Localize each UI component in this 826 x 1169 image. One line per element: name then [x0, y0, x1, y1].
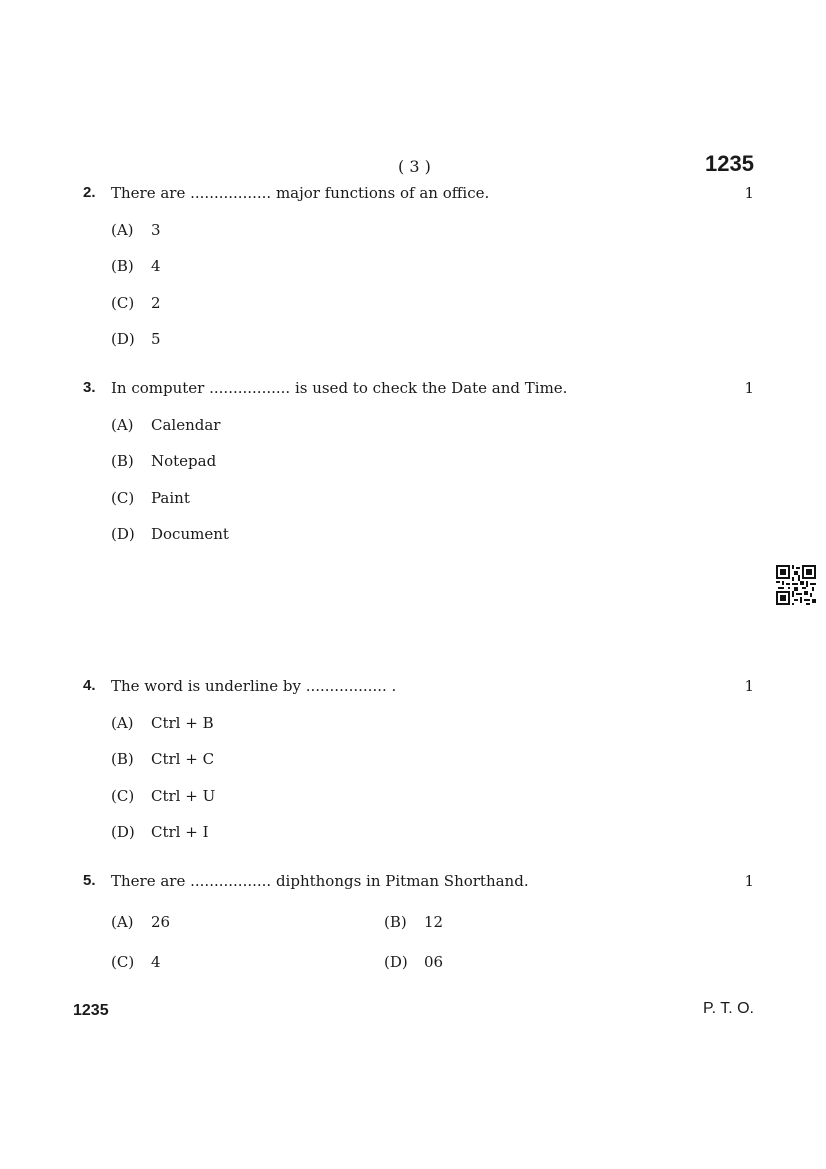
- question-3: 3. In computer ................. is used to check the Date and Time. 1 (A) Calendar (B) Notepad (C) Paint (D) Document: [83, 379, 754, 543]
- question-5: 5. There are ................. diphthongs in Pitman Shorthand. 1 (A) 26 (B) 12 (C) 4 (D) 06: [83, 872, 754, 971]
- question-marks: 1: [744, 677, 754, 695]
- question-marks: 1: [744, 184, 754, 202]
- question-text: There are ................. diphthongs in Pitman Shorthand.: [111, 872, 529, 890]
- question-2: 2. There are ................. major functions of an office. 1 (A) 3 (B) 4 (C) 2 (D) 5: [83, 184, 754, 348]
- question-text: The word is underline by ................. .: [111, 677, 397, 695]
- question-marks: 1: [744, 379, 754, 397]
- question-marks: 1: [744, 872, 754, 890]
- qr-code: [776, 565, 816, 605]
- question-text: There are ................. major functions of an office.: [111, 184, 490, 202]
- paper-code-footer: 1235: [73, 1002, 109, 1019]
- please-turn-over: P. T. O.: [703, 1000, 754, 1017]
- question-4: 4. The word is underline by ................. . 1 (A) Ctrl + B (B) Ctrl + C (C) Ctrl + U (D) Ctrl + I: [83, 677, 754, 841]
- question-number: 4.: [83, 677, 96, 694]
- paper-code-header: 1235: [705, 151, 754, 176]
- question-text: In computer ................. is used to check the Date and Time.: [111, 379, 568, 397]
- question-number: 2.: [83, 184, 96, 201]
- question-number: 5.: [83, 872, 96, 889]
- question-number: 3.: [83, 379, 96, 396]
- page-number: ( 3 ): [398, 157, 431, 176]
